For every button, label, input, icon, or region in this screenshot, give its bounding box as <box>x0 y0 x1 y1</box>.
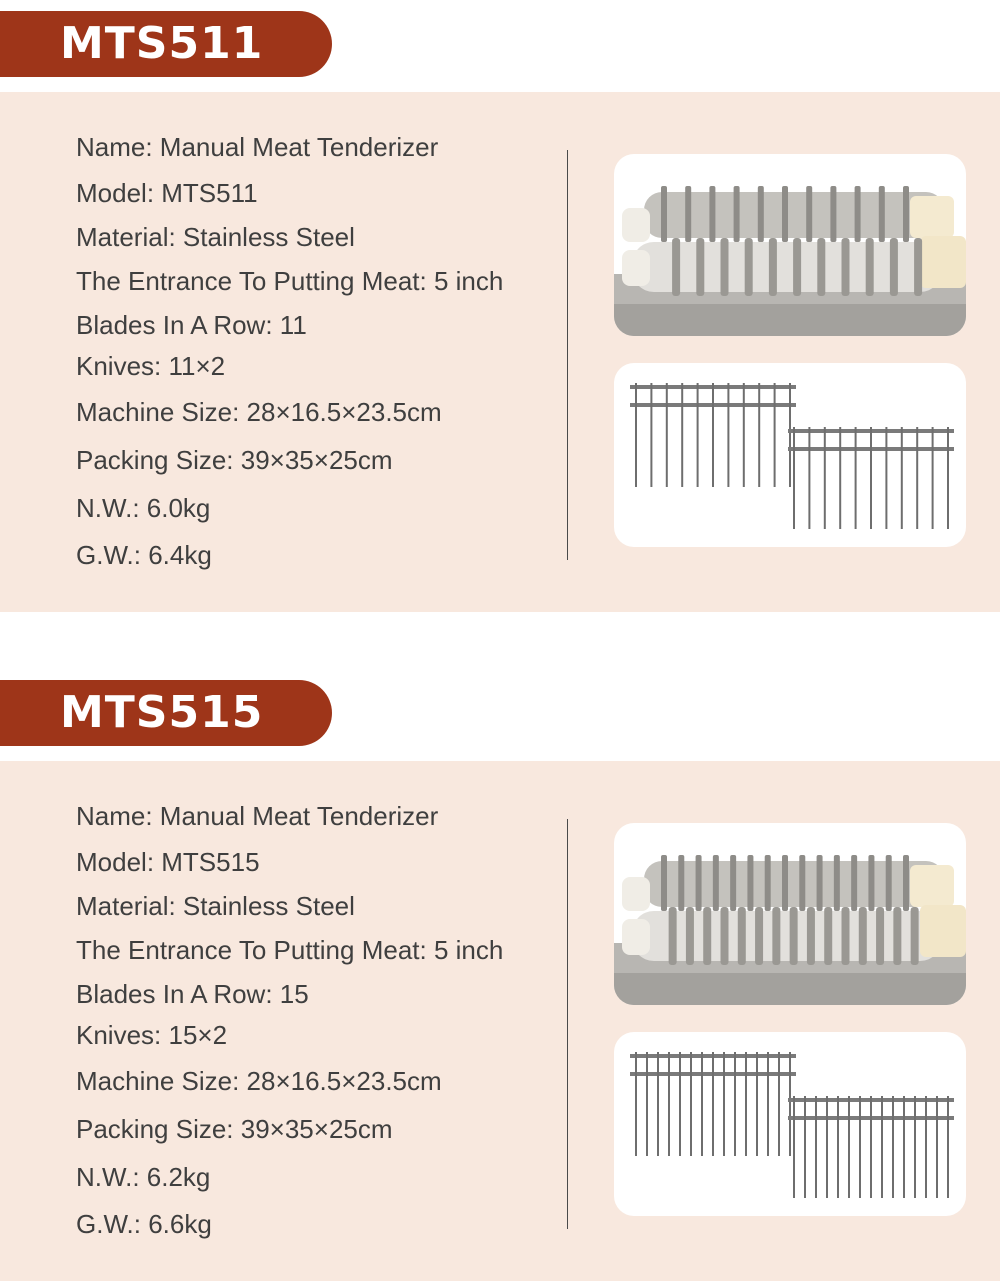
spec-net-weight: N.W.: 6.2kg <box>76 1162 211 1192</box>
spec-name: Name: Manual Meat Tenderizer <box>76 801 439 831</box>
spec-machine-size: Machine Size: 28×16.5×23.5cm <box>76 1066 442 1096</box>
spec-material: Material: Stainless Steel <box>76 891 355 921</box>
roller-photo <box>614 154 966 336</box>
roller-illustration <box>614 154 966 336</box>
spec-panel <box>0 92 1000 612</box>
model-title-banner <box>0 11 332 77</box>
spec-knives: Knives: 11×2 <box>76 351 226 381</box>
spec-blades-in-row: Blades In A Row: 11 <box>76 310 307 340</box>
knife-comb-illustration <box>614 1032 966 1216</box>
knife-comb-photo <box>614 363 966 547</box>
divider <box>567 150 568 560</box>
model-title-banner <box>0 680 332 746</box>
roller-illustration <box>614 823 966 1005</box>
spec-gross-weight: G.W.: 6.6kg <box>76 1209 212 1239</box>
spec-name: Name: Manual Meat Tenderizer <box>76 132 439 162</box>
spec-material: Material: Stainless Steel <box>76 222 355 252</box>
model-title: MTS511 <box>60 18 264 69</box>
spec-packing-size: Packing Size: 39×35×25cm <box>76 445 393 475</box>
spec-entrance: The Entrance To Putting Meat: 5 inch <box>76 266 504 296</box>
knife-comb-photo <box>614 1032 966 1216</box>
spec-blades-in-row: Blades In A Row: 15 <box>76 979 309 1009</box>
divider <box>567 819 568 1229</box>
spec-model: Model: MTS515 <box>76 847 260 877</box>
spec-gross-weight: G.W.: 6.4kg <box>76 540 212 570</box>
knife-comb-illustration <box>614 363 966 547</box>
spec-knives: Knives: 15×2 <box>76 1020 228 1050</box>
model-title: MTS515 <box>60 687 264 738</box>
spec-net-weight: N.W.: 6.0kg <box>76 493 211 523</box>
spec-machine-size: Machine Size: 28×16.5×23.5cm <box>76 397 442 427</box>
spec-entrance: The Entrance To Putting Meat: 5 inch <box>76 935 504 965</box>
roller-photo <box>614 823 966 1005</box>
spec-panel <box>0 761 1000 1281</box>
spec-packing-size: Packing Size: 39×35×25cm <box>76 1114 393 1144</box>
spec-model: Model: MTS511 <box>76 178 258 208</box>
